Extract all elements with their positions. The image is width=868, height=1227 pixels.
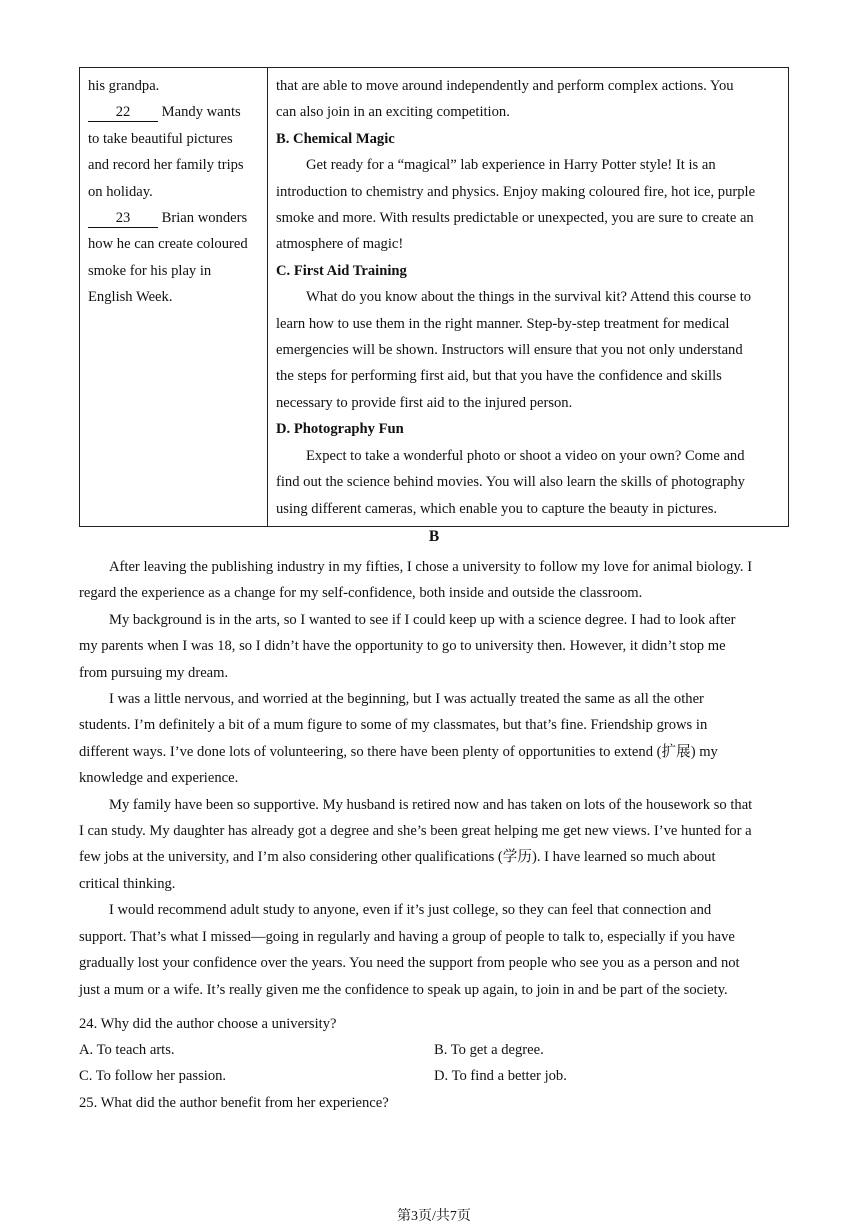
answer-blank[interactable]: 23 xyxy=(88,210,158,228)
reading-passage xyxy=(79,554,791,1003)
person-line xyxy=(88,179,261,205)
person-line xyxy=(88,205,261,231)
person-line-text: how he can create coloured xyxy=(88,236,248,253)
course-line: Get ready for a “magical” lab experience in Harry Potter style! It is an xyxy=(306,157,716,174)
person-line xyxy=(88,73,261,99)
passage-line: I was a little nervous, and worried at the beginning, but I was actually treated the same as all the other xyxy=(109,691,704,708)
course-line: introduction to chemistry and physics. Enjoy making coloured fire, hot ice, purple xyxy=(276,183,756,200)
course-heading: B. Chemical Magic xyxy=(276,130,395,147)
course-line: emergencies will be shown. Instructors will ensure that you not only understand xyxy=(276,342,743,359)
course-line: atmosphere of magic! xyxy=(276,236,404,253)
question-24-option-b[interactable]: B. To get a degree. xyxy=(434,1042,544,1058)
passage-line: regard the experience as a change for my self-confidence, both inside and outside the classroom. xyxy=(79,585,643,602)
passage-line: gradually lost your confidence over the years. You need the support from people who see you as a person and not xyxy=(79,955,740,972)
person-line-text: his grandpa. xyxy=(88,78,160,94)
person-line-text: Mandy wants xyxy=(158,104,241,121)
person-line-text: and record her family trips xyxy=(88,157,244,174)
course-line: What do you know about the things in the survival kit? Attend this course to xyxy=(306,289,752,306)
course-heading: C. First Aid Training xyxy=(276,262,407,279)
passage-line: from pursuing my dream. xyxy=(79,664,229,681)
page-footer: 第3页/共7页 xyxy=(397,1209,471,1224)
question-24-option-d[interactable]: D. To find a better job. xyxy=(434,1068,567,1084)
passage-line: critical thinking. xyxy=(79,875,176,892)
passage-line: support. That’s what I missed—going in regularly and having a group of people to talk to, especially if you have xyxy=(79,928,735,945)
section-title: B xyxy=(428,528,440,545)
matching-table xyxy=(79,67,789,527)
course-heading: D. Photography Fun xyxy=(276,421,404,438)
person-line xyxy=(88,152,261,178)
passage-line: After leaving the publishing industry in my fifties, I chose a university to follow my love for animal biology. I xyxy=(109,559,753,575)
passage-line: different ways. I’ve done lots of volunteering, so there have been plenty of opportunities to extend (扩展) my xyxy=(79,743,718,760)
course-line: learn how to use them in the right manner. Step-by-step treatment for medical xyxy=(276,315,730,332)
passage-line: students. I’m definitely a bit of a mum figure to some of my classmates, but that’s fine. Friendship grows in xyxy=(79,717,708,734)
course-line: smoke and more. With results predictable or unexpected, you are sure to create an xyxy=(276,210,754,227)
person-line-text: smoke for his play in xyxy=(88,262,212,279)
passage-line: I would recommend adult study to anyone, even if it’s just college, so they can feel that connection and xyxy=(109,902,712,919)
person-line xyxy=(88,99,261,125)
question-24-stem: 24. Why did the author choose a university? xyxy=(79,1016,337,1032)
passage-line: my parents when I was 18, so I didn’t have the opportunity to go to university then. However, it didn’t stop me xyxy=(79,638,726,655)
course-line: that are able to move around independently and perform complex actions. You xyxy=(276,78,734,94)
question-25-stem: 25. What did the author benefit from her experience? xyxy=(79,1095,389,1111)
passage-line: just a mum or a wife. It’s really given me the confidence to speak up again, to join in and be part of the society. xyxy=(79,981,728,998)
question-24-option-a[interactable]: A. To teach arts. xyxy=(79,1042,175,1058)
person-line xyxy=(88,231,261,257)
passage-line: My family have been so supportive. My husband is retired now and has taken on lots of the housework so that xyxy=(109,796,753,813)
course-line: using different cameras, which enable you to capture the beauty in pictures. xyxy=(276,500,718,517)
person-line-text: to take beautiful pictures xyxy=(88,130,233,147)
passage-line: knowledge and experience. xyxy=(79,770,239,787)
course-line: the steps for performing first aid, but that you have the confidence and skills xyxy=(276,368,722,385)
person-line xyxy=(88,126,261,152)
question-24-option-c[interactable]: C. To follow her passion. xyxy=(79,1068,227,1084)
person-line-text: Brian wonders xyxy=(158,210,248,227)
person-line xyxy=(88,284,261,310)
course-line: can also join in an exciting competition. xyxy=(276,104,510,121)
courses-column xyxy=(268,68,788,531)
course-line: find out the science behind movies. You will also learn the skills of photography xyxy=(276,474,745,491)
person-line-text: on holiday. xyxy=(88,183,153,200)
course-line: Expect to take a wonderful photo or shoot a video on your own? Come and xyxy=(306,447,745,464)
passage-line: I can study. My daughter has already got a degree and she’s been great helping me get new views. I’ve hunted for a xyxy=(79,823,752,840)
person-line-text: English Week. xyxy=(88,289,173,306)
passage-line: My background is in the arts, so I wanted to see if I could keep up with a science degree. I had to look after xyxy=(109,611,736,628)
person-line xyxy=(88,258,261,284)
course-line: necessary to provide first aid to the injured person. xyxy=(276,394,573,411)
answer-blank[interactable]: 22 xyxy=(88,104,158,122)
people-column xyxy=(80,68,268,526)
passage-line: few jobs at the university, and I’m also considering other qualifications (学历). I have learned so much about xyxy=(79,849,716,866)
